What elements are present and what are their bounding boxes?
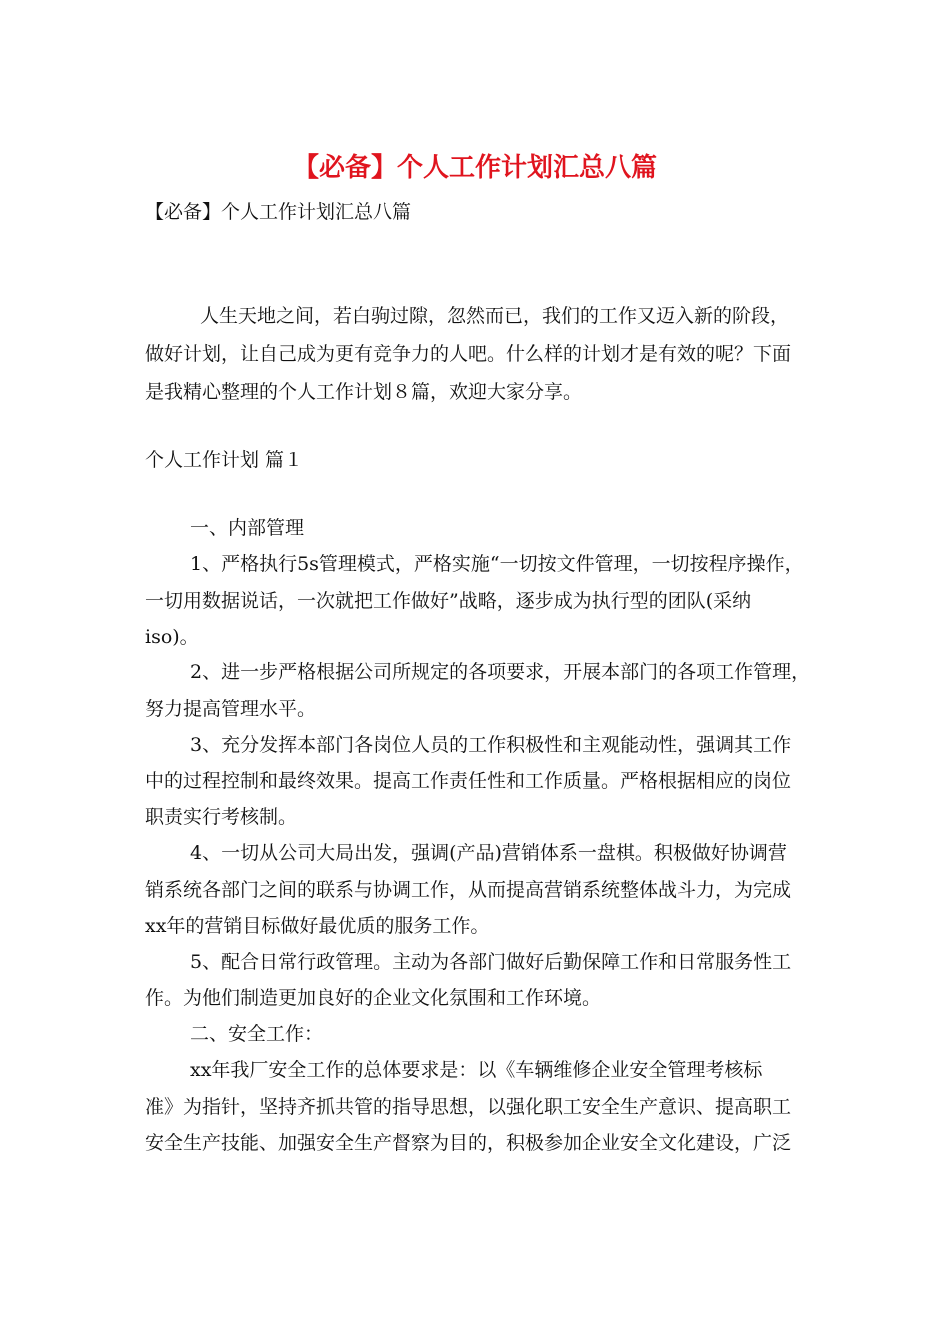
item2-line-1: 2、进一步严格根据公司所规定的各项要求，开展本部门的各项工作管理， xyxy=(190,661,811,683)
document-title: 【必备】个人工作计划汇总八篇 xyxy=(292,153,657,183)
intro-line-3: 是我精心整理的个人工作计划８篇，欢迎大家分享。 xyxy=(145,381,583,403)
item4-line-2: 销系统各部门之间的联系与协调工作，从而提高营销系统整体战斗力，为完成 xyxy=(145,879,792,901)
intro-line-1: 人生天地之间，若白驹过隙，忽然而已，我们的工作又迈入新的阶段， xyxy=(200,305,790,327)
safety-line-3: 安全生产技能、加强安全生产督察为目的，积极参加企业安全文化建设，广泛 xyxy=(145,1132,792,1154)
item3-line-3: 职责实行考核制。 xyxy=(145,806,298,828)
item3-line-2: 中的过程控制和最终效果。提高工作责任性和工作质量。严格根据相应的岗位 xyxy=(145,770,792,792)
item2-line-2: 努力提高管理水平。 xyxy=(145,698,317,720)
section-heading: 个人工作计划 篇１ xyxy=(145,449,304,471)
part2-heading: 二、安全工作： xyxy=(190,1023,324,1045)
intro-line-2: 做好计划，让自己成为更有竞争力的人吧。什么样的计划才是有效的呢？下面 xyxy=(145,343,792,365)
document-subtitle: 【必备】个人工作计划汇总八篇 xyxy=(145,201,412,223)
safety-line-1: xx年我厂安全工作的总体要求是：以《车辆维修企业安全管理考核标 xyxy=(190,1059,763,1081)
item5-line-1: 5、配合日常行政管理。主动为各部门做好后勤保障工作和日常服务性工 xyxy=(190,951,792,973)
item4-line-3: xx年的营销目标做好最优质的服务工作。 xyxy=(145,915,490,937)
item5-line-2: 作。为他们制造更加良好的企业文化氛围和工作环境。 xyxy=(145,987,602,1009)
safety-line-2: 准》为指针，坚持齐抓共管的指导思想，以强化职工安全生产意识、提高职工 xyxy=(145,1096,792,1118)
item1-line-1: 1、严格执行5s管理模式，严格实施“一切按文件管理，一切按程序操作， xyxy=(190,553,804,575)
part1-heading: 一、内部管理 xyxy=(190,517,305,539)
item4-line-1: 4、一切从公司大局出发，强调(产品)营销体系一盘棋。积极做好协调营 xyxy=(190,842,787,864)
item1-line-2: 一切用数据说话，一次就把工作做好”战略，逐步成为执行型的团队(采纳 xyxy=(145,590,752,612)
item3-line-1: 3、充分发挥本部门各岗位人员的工作积极性和主观能动性，强调其工作 xyxy=(190,734,792,756)
item1-line-3: iso)。 xyxy=(145,626,199,648)
